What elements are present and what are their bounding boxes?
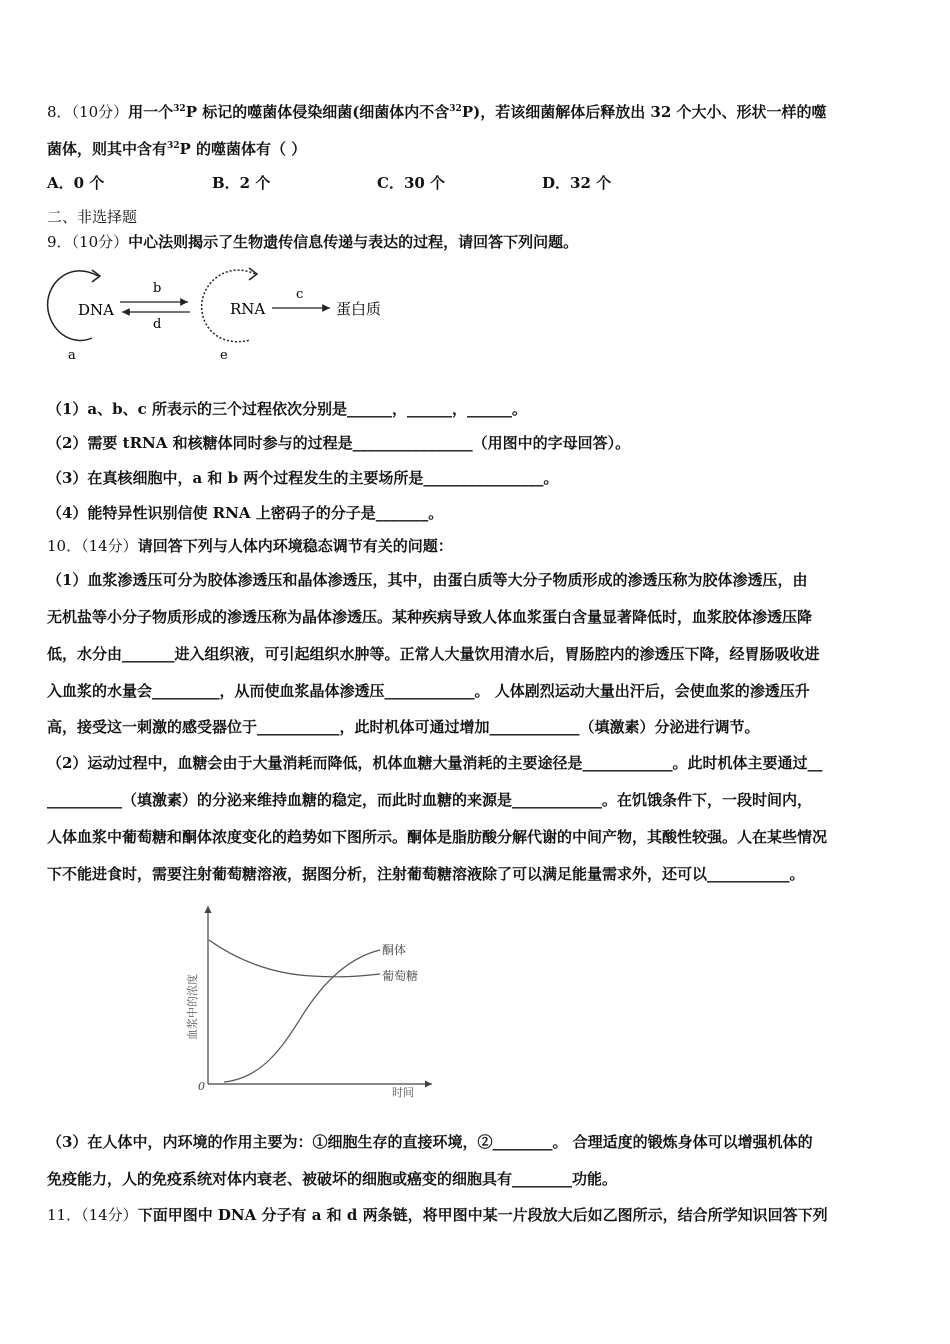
q8-text-e: P 的噬菌体有（ ）	[179, 140, 307, 158]
ketone-label: 酮体	[382, 943, 407, 957]
q8-sup-2: 32	[449, 104, 462, 114]
q8-line-1	[47, 101, 910, 123]
q8-option-d: D．32 个	[542, 174, 612, 192]
q8-sup-3: 32	[167, 141, 180, 151]
glucose-curve	[209, 940, 380, 977]
q9-sub-1: （1）a、b、c 所表示的三个过程依次分别是______，______，______。	[47, 400, 528, 418]
q9-stem-line	[47, 231, 910, 253]
q10-p2-line-1: （2）运动过程中，血糖会由于大量消耗而降低，机体血糖大量消耗的主要途径是____________。此时机体主要通过__	[47, 754, 823, 772]
q10-p1-line-3: 低，水分由_______进入组织液，可引起组织水肿等。正常人大量饮用清水后，胃肠腔内的渗透压下降，经胃肠吸收进	[47, 645, 820, 663]
q10-score: （14分）	[81, 537, 138, 555]
rna-loop-arrowhead	[249, 268, 257, 280]
q10-p3-line-2: 免疫能力，人的免疫系统对体内衰老、被破坏的细胞或癌变的细胞具有________功能。	[47, 1170, 618, 1188]
q10-p1-line-5: 高，接受这一刺激的感受器位于___________，此时机体可通过增加____________（填激素）分泌进行调节。	[47, 718, 760, 736]
q10-stem: 请回答下列与人体内环境稳态调节有关的问题：	[137, 537, 453, 555]
label-protein: 蛋白质	[336, 300, 382, 318]
q8-number: 8．	[47, 103, 72, 121]
q8-line-2	[47, 138, 910, 160]
q8-option-c: C．30 个	[377, 174, 446, 192]
label-e: e	[220, 348, 228, 362]
x-axis-label: 时间	[392, 1086, 414, 1098]
q11-number: 11．	[47, 1206, 82, 1224]
q8-text-b: P 标记的噬菌体侵染细菌(细菌体内不含	[185, 103, 450, 121]
label-dna: DNA	[78, 301, 114, 319]
q10-p3-line-1: （3）在人体中，内环境的作用主要为：①细胞生存的直接环境，②________。 合理适度的锻炼身体可以增强机体的	[47, 1133, 813, 1151]
q8-score: （10分）	[71, 103, 129, 121]
dna-loop-arrowhead	[92, 270, 100, 282]
q9-stem: 中心法则揭示了生物遗传信息传递与表达的过程，请回答下列问题。	[128, 233, 579, 251]
origin-label: 0	[198, 1080, 205, 1093]
q8-text-a: 用一个	[128, 103, 174, 121]
y-axis-label: 血浆中的浓度	[186, 974, 199, 1040]
central-dogma-diagram	[40, 262, 400, 362]
q8-options	[47, 172, 910, 194]
ketone-curve	[224, 950, 380, 1082]
label-c: c	[296, 287, 304, 302]
q11-score: （14分）	[81, 1206, 138, 1224]
q9-sub-3: （3）在真核细胞中，a 和 b 两个过程发生的主要场所是________________。	[47, 469, 559, 487]
q9-score: （10分）	[71, 233, 129, 251]
q11-stem-line	[47, 1204, 910, 1226]
section-title: 二、非选择题	[47, 208, 138, 226]
q10-p2-line-4: 下不能进食时，需要注射葡萄糖溶液，据图分析，注射葡萄糖溶液除了可以满足能量需求外，还可以___________。	[47, 865, 805, 883]
q10-p2-line-3: 人体血浆中葡萄糖和酮体浓度变化的趋势如下图所示。酮体是脂肪酸分解代谢的中间产物，其酸性较强。人在某些情况	[47, 828, 828, 846]
q10-p1-line-1: （1）血浆渗透压可分为胶体渗透压和晶体渗透压，其中，由蛋白质等大分子物质形成的渗透压称为胶体渗透压，由	[47, 571, 808, 589]
q10-number: 10．	[47, 537, 82, 555]
q8-option-a: A．0 个	[47, 174, 105, 192]
label-d: d	[153, 317, 162, 332]
q8-text-d: 菌体，则其中含有	[47, 140, 168, 158]
glucose-label: 葡萄糖	[382, 969, 419, 983]
q10-p1-line-4: 入血浆的水量会_________，从而使血浆晶体渗透压____________。 人体剧烈运动大量出汗后，会使血浆的渗透压升	[47, 682, 810, 700]
q9-sub-2: （2）需要 tRNA 和核糖体同时参与的过程是________________（用图中的字母回答）。	[47, 434, 631, 452]
concentration-graph	[182, 898, 447, 1098]
q8-text-c: P)，若该细菌解体后释放出 32 个大小、形状一样的噬	[461, 103, 827, 121]
q10-p1-line-2: 无机盐等小分子物质形成的渗透压称为晶体渗透压。某种疾病导致人体血浆蛋白含量显著降低时，血浆胶体渗透压降	[47, 608, 813, 626]
q11-stem: 下面甲图中 DNA 分子有 a 和 d 两条链，将甲图中某一片段放大后如乙图所示，结合所学知识回答下列	[137, 1206, 828, 1224]
q9-sub-4: （4）能特异性识别信使 RNA 上密码子的分子是_______。	[47, 504, 444, 522]
q8-sup-1: 32	[173, 104, 186, 114]
q10-stem-line	[47, 535, 910, 557]
label-a: a	[68, 348, 76, 362]
q8-option-b: B．2 个	[212, 174, 271, 192]
q9-number: 9．	[47, 233, 72, 251]
label-b: b	[153, 281, 162, 296]
label-rna: RNA	[230, 300, 266, 318]
q10-p2-line-2: __________（填激素）的分泌来维持血糖的稳定，而此时血糖的来源是____________。在饥饿条件下，一段时间内，	[47, 791, 813, 809]
